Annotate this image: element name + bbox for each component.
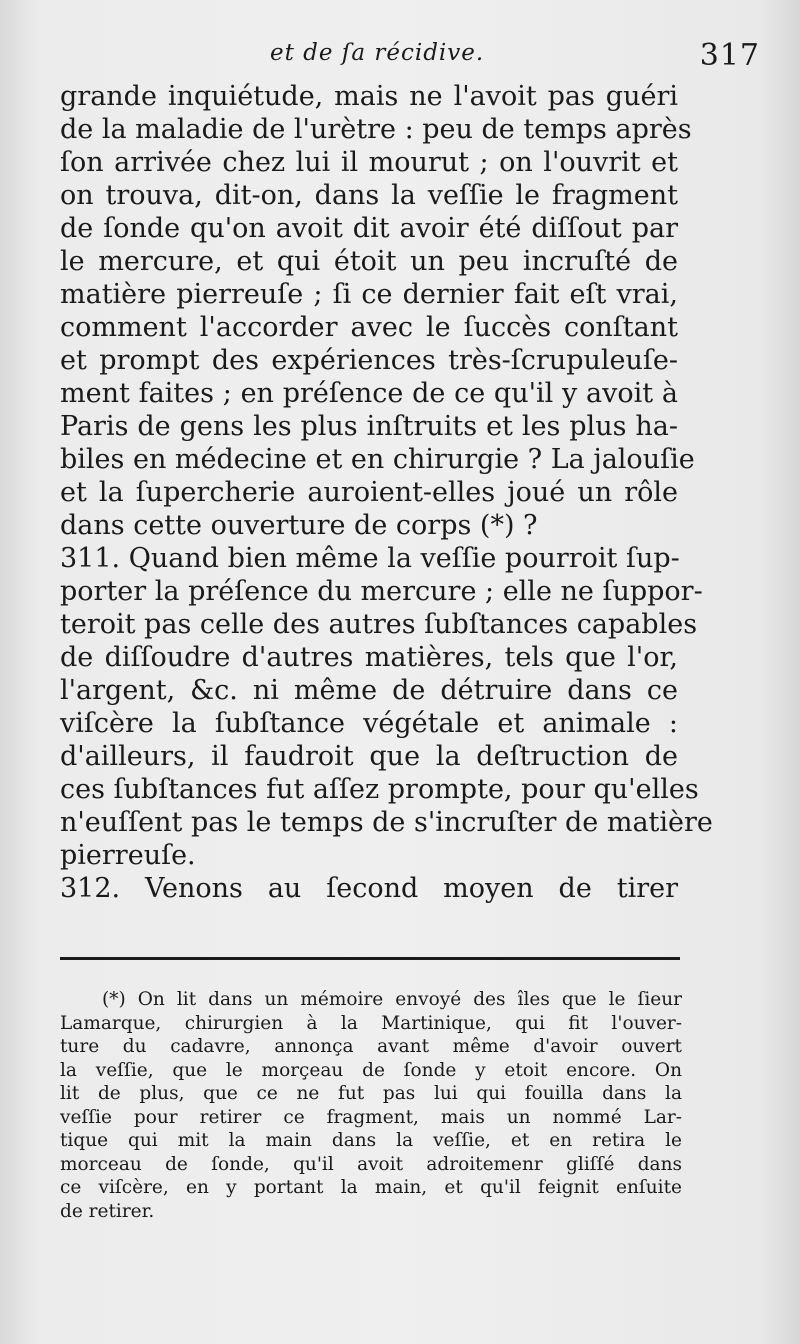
footnote-line: (*) On lit dans un mémoire envoyé des îles que le ſieur bbox=[102, 989, 682, 1010]
footnote-line: veſſie pour retirer ce fragment, mais un nommé Lar- bbox=[60, 1106, 682, 1128]
text-line: l'argent, &c. ni même de détruire dans ce bbox=[60, 675, 678, 706]
text-line: Paris de gens les plus inſtruits et les plus ha- bbox=[60, 411, 678, 442]
footnote-divider bbox=[60, 957, 680, 960]
text-line: le mercure, et qui étoit un peu incruſté de bbox=[60, 246, 678, 277]
text-line: comment l'accorder avec le ſuccès conſtant bbox=[60, 312, 678, 343]
page-header bbox=[60, 40, 760, 80]
text-line: dans cette ouverture de corps (*) ? bbox=[60, 510, 538, 541]
text-line: et la ſupercherie auroient-elles joué un rôle bbox=[60, 477, 678, 508]
text-line: viſcère la ſubſtance végétale et animale : bbox=[60, 708, 678, 739]
paragraph-311-start: 311. Quand bien même la veſſie pourroit ſup- bbox=[60, 543, 680, 574]
text-line: de la maladie de l'urètre : peu de temps après bbox=[60, 114, 692, 145]
footnote-line: la veſſie, que le morçeau de ſonde y etoit encore. On bbox=[60, 1059, 682, 1081]
footnote-line: Lamarque, chirurgien à la Martinique, qui fit l'ouver- bbox=[60, 1012, 682, 1034]
text-line: ces ſubſtances fut aſſez prompte, pour qu'elles bbox=[60, 774, 699, 805]
text-line: teroit pas celle des autres ſubſtances capables bbox=[60, 609, 698, 640]
page-number: 317 bbox=[699, 38, 760, 73]
text-line: grande inquiétude, mais ne l'avoit pas guéri bbox=[60, 81, 678, 112]
footnote-line: morceau de ſonde, qu'il avoit adroitemenr gliſſé dans bbox=[60, 1153, 682, 1175]
running-head: et de ſa récidive. bbox=[270, 40, 485, 66]
text-line: de ſonde qu'on avoit dit avoir été diſſout par bbox=[60, 213, 678, 244]
text-line: et prompt des expériences très-ſcrupuleuſe- bbox=[60, 345, 678, 376]
text-line: n'euſſent pas le temps de s'incruſter de matière bbox=[60, 807, 713, 838]
text-line: ment faites ; en préſence de ce qu'il y avoit à bbox=[60, 378, 678, 409]
footnote-line: lit de plus, que ce ne fut pas lui qui fouilla dans la bbox=[60, 1083, 682, 1104]
footnote bbox=[60, 988, 682, 1223]
main-text bbox=[60, 80, 713, 905]
text-line: matière pierreuſe ; ſi ce dernier fait eſt vrai, bbox=[60, 279, 678, 310]
footnote-line: tique qui mit la main dans la veſſie, et en retira le bbox=[60, 1130, 682, 1151]
text-line: biles en médecine et en chirurgie ? La jalouſie bbox=[60, 444, 695, 475]
text-line: de diſſoudre d'autres matières, tels que l'or, bbox=[60, 642, 678, 673]
paragraph-312-start: 312. Venons au ſecond moyen de tirer bbox=[60, 873, 678, 904]
text-line: pierreuſe. bbox=[60, 840, 196, 871]
text-line: ſon arrivée chez lui il mourut ; on l'ouvrit et bbox=[60, 147, 678, 178]
text-line: d'ailleurs, il faudroit que la deſtruction de bbox=[60, 741, 678, 772]
footnote-line: ce viſcère, en y portant la main, et qu'il feignit enſuite bbox=[60, 1177, 682, 1198]
text-line: on trouva, dit-on, dans la veſſie le fragment bbox=[60, 180, 678, 211]
footnote-line: ture du cadavre, annonça avant même d'avoir ouvert bbox=[60, 1036, 682, 1057]
footnote-line: de retirer. bbox=[60, 1200, 155, 1222]
text-line: porter la préſence du mercure ; elle ne ſuppor- bbox=[60, 576, 703, 607]
